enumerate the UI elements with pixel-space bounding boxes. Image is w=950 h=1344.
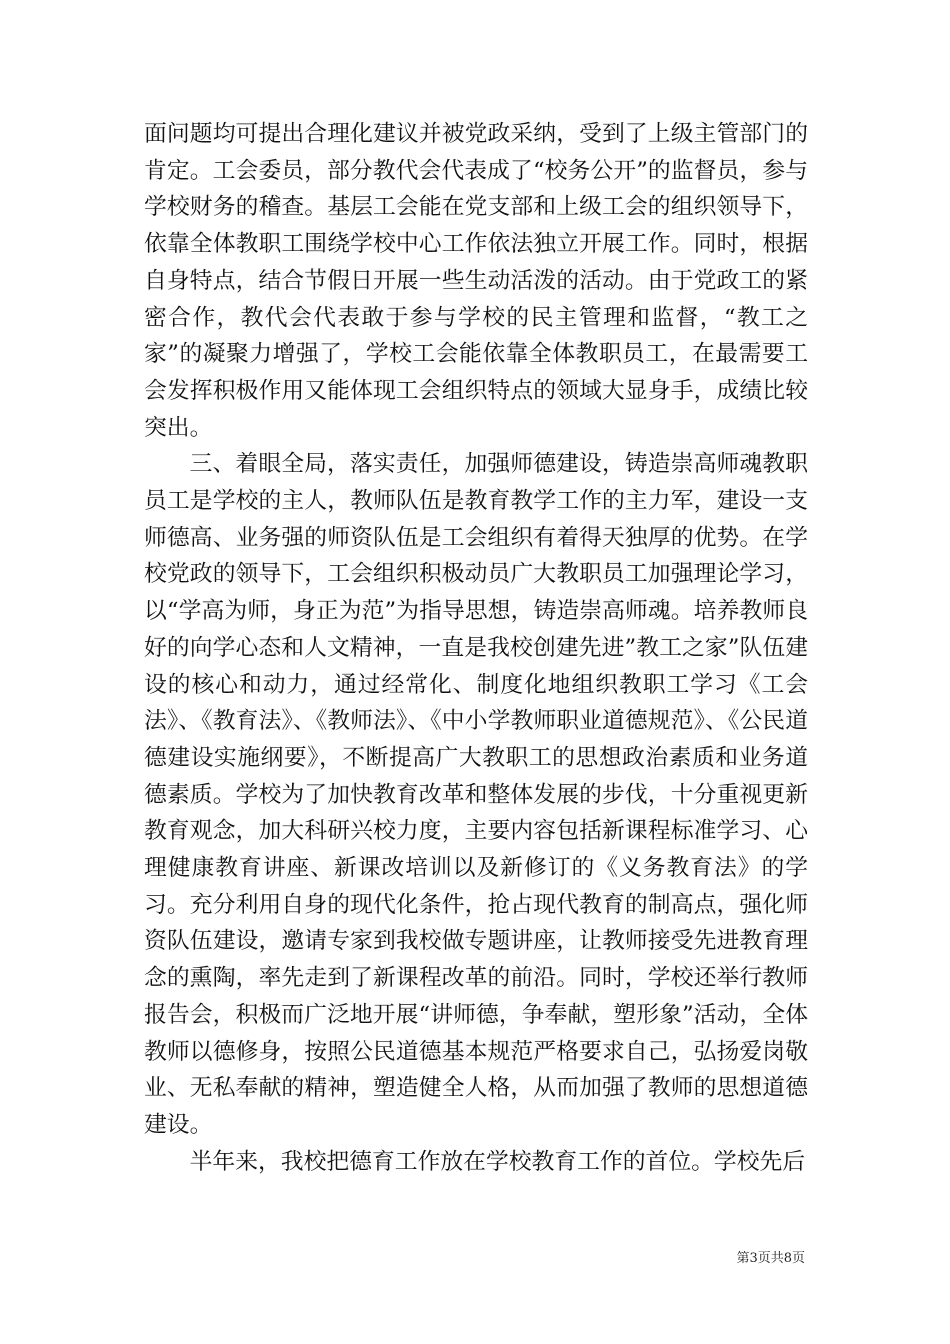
paragraph-1: 面问题均可提出合理化建议并被党政采纳，受到了上级主管部门的肯定。工会委员，部分教代会代表成了“校务公开”的监督员，参与学校财务的稽查。基层工会能在党支部和上级工会的组织领导下，依靠全体教职工围绕学校中心工作依法独立开展工作。同时，根据自身特点，结合节假日开展一些生动活泼的活动。由于党政工的紧密合作，教代会代表敢于参与学校的民主管理和监督，“教工之家”的凝聚力增强了，学校工会能依靠全体教职员工，在最需要工会发挥积极作用又能体现工会组织特点的领域大显身手，成绩比较突出。 xyxy=(144,121,808,441)
page-number-footer: 第3页共8页 xyxy=(736,1251,805,1266)
document-body xyxy=(144,116,808,1180)
paragraph-3: 半年来，我校把德育工作放在学校教育工作的首位。学校先后 xyxy=(189,1148,806,1175)
paragraph-2: 三、着眼全局，落实责任，加强师德建设，铸造崇高师魂教职员工是学校的主人，教师队伍是教育教学工作的主力军，建设一支师德高、业务强的师资队伍是工会组织有着得天独厚的优势。在学校党政的领导下，工会组织积极动员广大教职员工加强理论学习，以“学高为师，身正为范”为指导思想，铸造崇高师魂。培养教师良好的向学心态和人文精神，一直是我校创建先进”教工之家”队伍建设的核心和动力，通过经常化、制度化地组织教职工学习《工会法》、《教育法》、《教师法》、《中小学教师职业道德规范》、《公民道德建设实施纲要》，不断提高广大教职工的思想政治素质和业务道德素质。学校为了加快教育改革和整体发展的步伐，十分重视更新教育观念，加大科研兴校力度，主要内容包括新课程标准学习、心理健康教育讲座、新课改培训以及新修订的《义务教育法》的学习。充分利用自身的现代化条件，抢占现代教育的制高点，强化师资队伍建设，邀请专家到我校做专题讲座，让教师接受先进教育理念的熏陶，率先走到了新课程改革的前沿。同时，学校还举行教师报告会，积极而广泛地开展“讲师德，争奉献，塑形象”活动，全体教师以德修身，按照公民道德基本规范严格要求自己，弘扬爱岗敬业、无私奉献的精神，塑造健全人格，从而加强了教师的思想道德建设。 xyxy=(144,451,808,1138)
